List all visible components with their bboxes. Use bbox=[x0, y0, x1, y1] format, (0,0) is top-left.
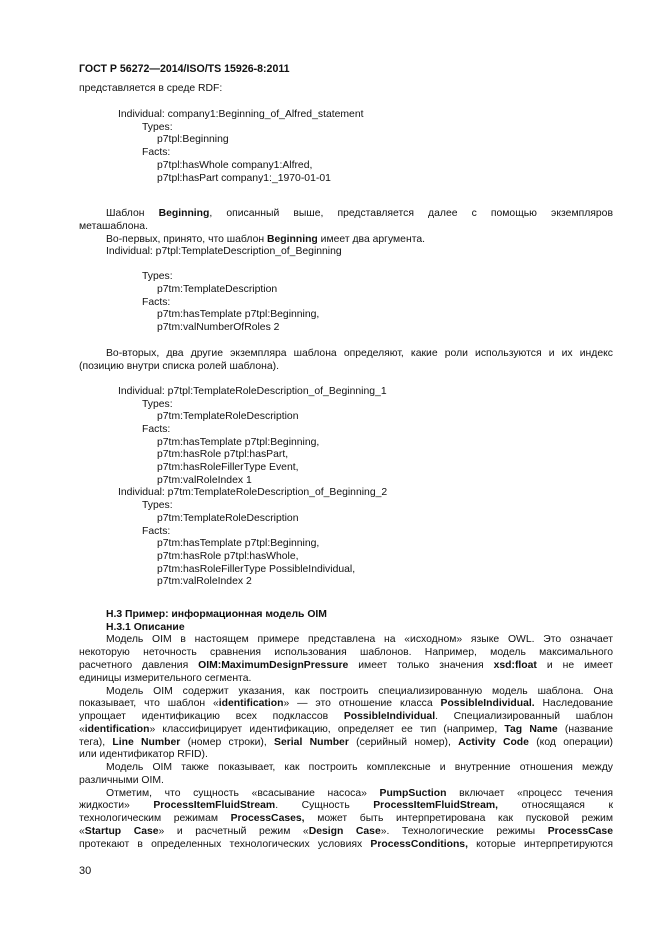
code-line: Facts: bbox=[142, 526, 171, 537]
code-line: p7tm:TemplateRoleDescription bbox=[157, 513, 299, 524]
code-line: Types: bbox=[142, 399, 173, 410]
code-line: p7tm:valRoleIndex 2 bbox=[157, 576, 252, 587]
intro-text: представляется в среде RDF: bbox=[79, 83, 223, 94]
paragraph-line: Модель OIM в настоящем примере представлена на «исходном» языке OWL. Это означает bbox=[106, 634, 613, 645]
code-line: p7tm:hasRole p7tpl:hasPart, bbox=[157, 449, 289, 460]
section-heading: Н.3 Пример: информационная модель OIM bbox=[106, 609, 327, 620]
paragraph-line: Модель OIM содержит указания, как построить специализированную модель шаблона. Она bbox=[106, 686, 613, 697]
paragraph-line: или идентификатор RFID). bbox=[79, 749, 208, 760]
paragraph-line: жидкости» ProcessItemFluidStream. Сущность ProcessItemFluidStream, относящаяся к bbox=[79, 800, 613, 811]
code-line: Facts: bbox=[142, 147, 171, 158]
code-line: p7tm:hasTemplate p7tpl:Beginning, bbox=[157, 309, 320, 320]
code-line: p7tm:valRoleIndex 1 bbox=[157, 475, 252, 486]
paragraph-line: расчетного давления OIM:MaximumDesignPressure имеет только значения xsd:float и не имеет bbox=[79, 660, 613, 671]
paragraph-line: «identification» классифицирует идентификацию, определяет ее тип (например, Tag Name (название bbox=[79, 724, 614, 735]
paragraph-line: «Startup Case» и расчетный режим «Design Case». Технологические режимы ProcessCase bbox=[79, 826, 613, 837]
code-line: p7tm:hasTemplate p7tpl:Beginning, bbox=[157, 538, 320, 549]
paragraph-line: Во-первых, принято, что шаблон Beginning имеет два аргумента. bbox=[106, 234, 426, 245]
paragraph-line: протекают в определенных технологических условиях ProcessConditions, которые интерпретируются bbox=[79, 839, 613, 850]
code-line: Types: bbox=[142, 500, 173, 511]
code-line: p7tpl:hasPart company1:_1970-01-01 bbox=[157, 173, 331, 184]
code-line: Types: bbox=[142, 122, 173, 133]
code-line: p7tm:hasRoleFillerType Event, bbox=[157, 462, 299, 473]
code-line: p7tm:valNumberOfRoles 2 bbox=[157, 322, 280, 333]
paragraph-line: различными OIM. bbox=[79, 775, 164, 786]
code-line: Types: bbox=[142, 271, 173, 282]
code-line: Individual: p7tm:TemplateRoleDescription_of_Beginning_2 bbox=[118, 487, 388, 498]
code-line: Individual: p7tpl:TemplateRoleDescription_of_Beginning_1 bbox=[118, 386, 387, 397]
code-line: Facts: bbox=[142, 424, 171, 435]
code-line: p7tpl:Beginning bbox=[157, 134, 229, 145]
code-line: Facts: bbox=[142, 297, 171, 308]
code-line: p7tm:TemplateDescription bbox=[157, 284, 278, 295]
code-line: p7tm:hasRoleFillerType PossibleIndividual, bbox=[157, 564, 356, 575]
paragraph-line: технологическим режимам ProcessCases, может быть интерпретирована как пусковой режим bbox=[79, 813, 614, 824]
paragraph-line: (позицию внутри списка ролей шаблона). bbox=[79, 361, 279, 372]
paragraph-line: показывает, что шаблон «identification» — это отношение класса PossibleIndividual. Наследование bbox=[79, 698, 613, 709]
subsection-heading: Н.3.1 Описание bbox=[106, 622, 185, 633]
code-line: p7tm:hasTemplate p7tpl:Beginning, bbox=[157, 437, 320, 448]
code-line: p7tm:TemplateRoleDescription bbox=[157, 411, 299, 422]
code-line: p7tm:hasRole p7tpl:hasWhole, bbox=[157, 551, 299, 562]
document-header: ГОСТ Р 56272—2014/ISO/TS 15926-8:2011 bbox=[79, 63, 290, 75]
paragraph-line: меташаблона. bbox=[79, 221, 148, 232]
paragraph-line: некоторую неточность сравнения использования шаблонов. Например, модель максимального bbox=[79, 647, 613, 658]
paragraph-line: Во-вторых, два другие экземпляра шаблона определяют, какие роли используются и их индекс bbox=[106, 348, 613, 359]
paragraph-line: единицы измерительного сегмента. bbox=[79, 673, 252, 684]
paragraph-line: Модель OIM также показывает, как построить комплексные и внутренние отношения между bbox=[106, 762, 613, 773]
code-line: p7tpl:hasWhole company1:Alfred, bbox=[157, 160, 313, 171]
paragraph-line: Шаблон Beginning, описанный выше, представляется далее с помощью экземпляров bbox=[106, 208, 613, 219]
paragraph-line: Отметим, что сущность «всасывание насоса» PumpSuction включает «процесс течения bbox=[106, 788, 613, 799]
paragraph-line: упрощает идентификацию всех подклассов PossibleIndividual. Специализированный шаблон bbox=[79, 711, 613, 722]
paragraph-line: Individual: p7tpl:TemplateDescription_of_Beginning bbox=[106, 246, 342, 257]
page-number: 30 bbox=[79, 865, 92, 877]
code-line: Individual: company1:Beginning_of_Alfred_statement bbox=[118, 109, 364, 120]
paragraph-line: тега), Line Number (номер строки), Serial Number (серийный номер), Activity Code (код операции) bbox=[79, 737, 613, 748]
